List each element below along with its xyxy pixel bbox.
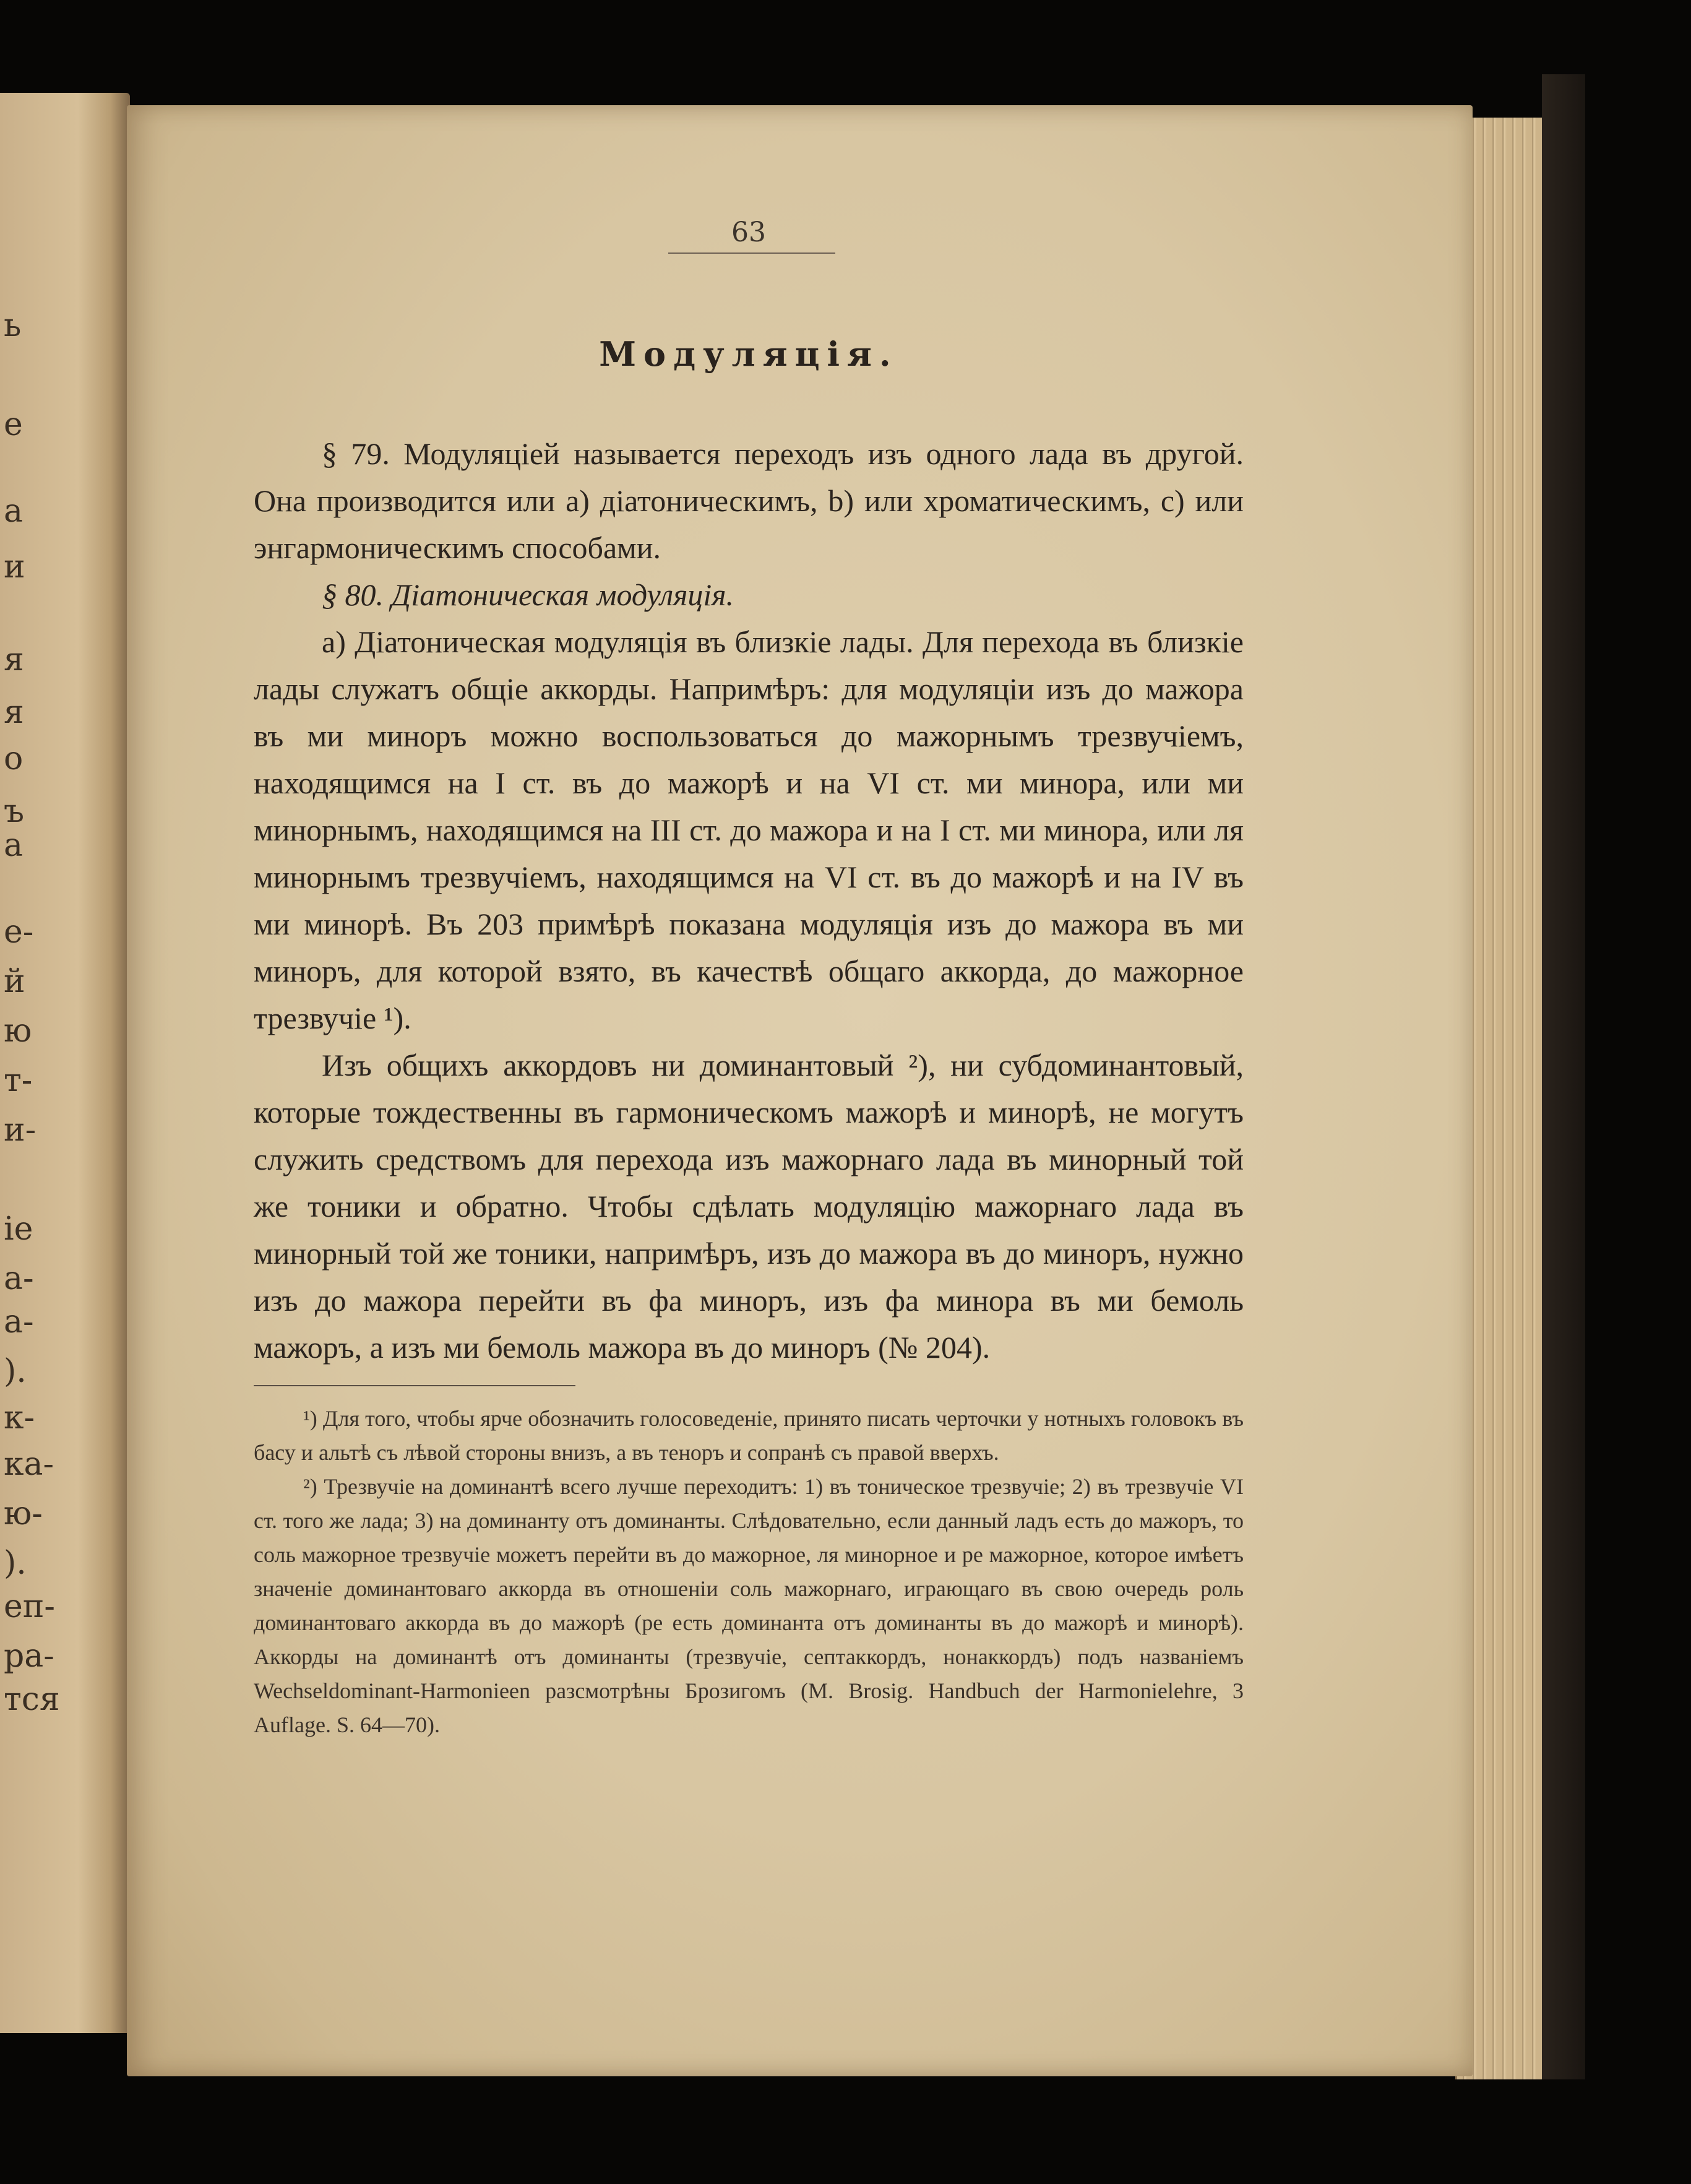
footnote-1: ¹) Для того, чтобы ярче обозначить голосоведеніе, принято писать черточки у нотныхъ головокъ въ басу и альтѣ съ лѣвой стороны внизъ, а въ теноръ и сопранѣ съ правой вверхъ. <box>254 1406 1244 1465</box>
footnotes <box>254 1402 1244 1742</box>
left-page-text-fragment: т- <box>4 1062 33 1099</box>
left-page-text-fragment: я <box>4 641 24 678</box>
page-number: 63 <box>731 217 766 248</box>
left-page-text-fragment: а <box>4 493 24 530</box>
left-page-text-fragment: тся <box>4 1681 60 1718</box>
left-page-text-fragment: и <box>4 548 25 585</box>
left-page-text-fragment: а- <box>4 1260 34 1297</box>
left-page-text-fragment: іе <box>4 1211 33 1248</box>
left-page-text-fragment: й <box>4 963 25 1000</box>
footnote-rule <box>254 1385 575 1386</box>
paragraph-diatonic: a) Діатоническая модуляція въ близкіе лады. Для перехода въ близкіе лады служатъ общіе аккорды. Напримѣръ: для модуляціи изъ до мажора въ ми миноръ можно воспользоваться до мажорнымъ трезвучіемъ, находящимся на I ст. въ до мажорѣ и на VI ст. ми минора, или ми минорнымъ, находящимся на III ст. до мажора и на I ст. ми минора, или ля минорнымъ трезвучіемъ, находящимся на VI ст. въ до мажорѣ и на IV въ ми минорѣ. Въ 203 примѣрѣ показана модуляція изъ до мажора въ ми миноръ, для которой взято, въ качествѣ общаго аккорда, до мажорное трезвучіе ¹). <box>254 624 1244 1035</box>
left-page-text-fragment: о <box>4 740 24 777</box>
left-page-text-fragment: а- <box>4 1303 34 1340</box>
paragraph-common-chords: Изъ общихъ аккордовъ ни доминантовый ²), ни субдоминантовый, которые тождественны въ гармоническомъ мажорѣ и минорѣ, не могутъ служить средствомъ для перехода изъ мажорнаго лада въ минорный той же тоники и обратно. Чтобы сдѣлать модуляцію мажорнаго лада въ минорный той же тоники, напримѣръ, изъ до мажора въ до миноръ, нужно изъ до мажора перейти въ фа миноръ, изъ фа минора въ ми бемоль мажоръ, а изъ ми бемоль мажора въ до миноръ (№ 204). <box>254 1048 1244 1365</box>
left-page-text-fragment: к- <box>4 1399 35 1436</box>
left-page-text-fragment: ка- <box>4 1446 54 1483</box>
left-page-text-fragment: ра- <box>4 1638 54 1675</box>
left-page-text-fragment: а <box>4 827 24 864</box>
left-page-text-fragment: ). <box>4 1545 27 1582</box>
paragraph-79: § 79. Модуляціей называется переходъ изъ одного лада въ другой. Она производится или a) діатоническимъ, b) или хроматическимъ, c) или энгармоническимъ способами. <box>254 436 1244 565</box>
section-heading: Модуляція. <box>599 334 898 374</box>
footnote-2: ²) Трезвучіе на доминантѣ всего лучше переходитъ: 1) въ тоническое трезвучіе; 2) въ трезвучіе VI ст. того же лада; 3) на доминанту отъ доминанты. Слѣдовательно, если данный ладъ есть до мажоръ, то соль мажорное трезвучіе можетъ перейти въ до мажорное, ля минорное и ре мажорное, которое имѣетъ значеніе доминантоваго аккорда въ отношеніи соль мажорнаго, играющаго въ свою очередь роль доминантоваго аккорда въ до мажорѣ (ре есть доминанта отъ доминанты въ до мажорѣ и минорѣ). Аккорды на доминантѣ отъ доминанты (трезвучіе, септаккордъ, нонаккордъ) подъ названіемъ Wechseldominant-Harmonieen разсмотрѣны Брозигомъ (M. Brosig. Handbuch der Harmonielehre, 3 Auflage. S. 64—70). <box>254 1474 1244 1737</box>
left-page-text-fragment: ь <box>4 307 22 344</box>
left-page-text-fragment: е <box>4 406 23 443</box>
left-page-text-fragment: ю- <box>4 1495 43 1532</box>
left-page-text-fragment: я <box>4 694 24 731</box>
left-page-text-fragment: ). <box>4 1353 27 1390</box>
left-page-text-fragment: ъ <box>4 793 25 830</box>
body-text <box>254 430 1244 1371</box>
left-page-fragment <box>0 93 130 2033</box>
left-page-text-fragment: ю <box>4 1012 32 1050</box>
page-number-rule <box>668 252 835 254</box>
left-page-text-fragment: е- <box>4 913 34 951</box>
left-page-text-fragment: и- <box>4 1111 37 1149</box>
paragraph-80-title: § 80. Діатоническая модуляція. <box>322 577 734 612</box>
left-page-text-fragment: еп- <box>4 1588 56 1625</box>
book-cover-edge <box>1542 74 1585 2079</box>
